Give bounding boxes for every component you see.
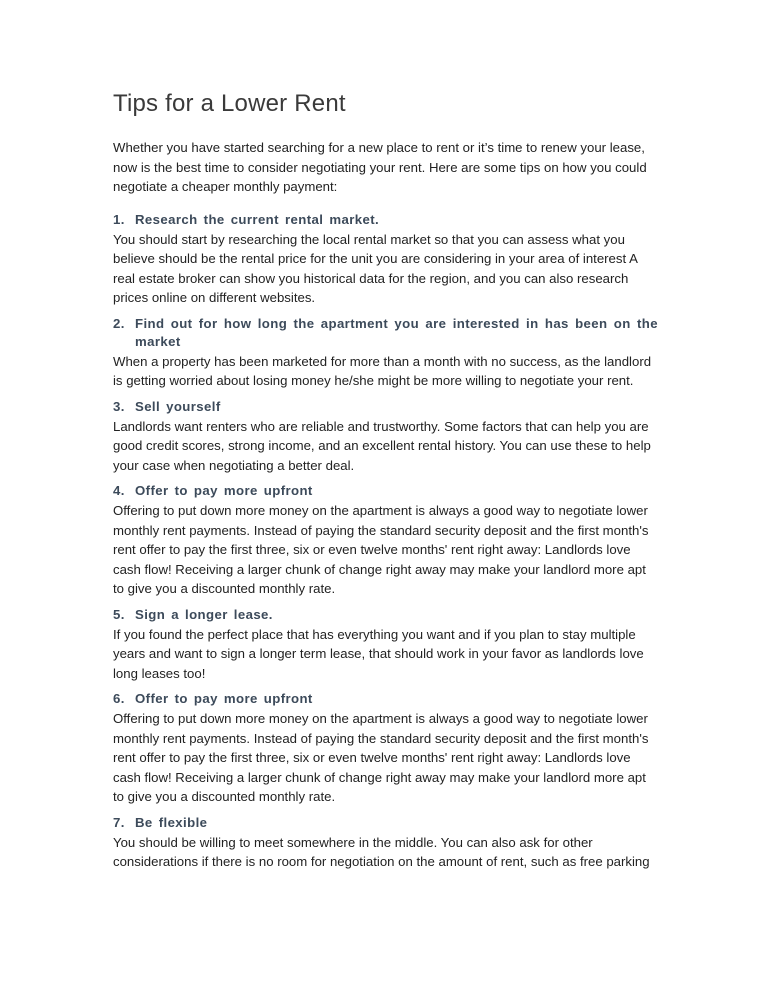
tip-item [113,211,658,308]
tip-item [113,690,658,807]
tip-number: 5. [113,606,125,622]
tip-number: 2. [113,315,125,331]
tip-heading-text: Sell yourself [135,398,221,414]
tip-heading [113,606,658,624]
tip-number: 7. [113,814,125,830]
tip-item [113,315,658,391]
tip-heading-text: Sign a longer lease. [135,606,273,622]
tip-body: Offering to put down more money on the apartment is always a good way to negotiate lower monthly rent payments. Instead of paying the standard security deposit and the first month's rent offer to pay the first three, six or even twelve months' rent right away: Landlords love cash flow! Receiving a larger chunk of change right away may make your landlord more apt to give you a discounted monthly rate. [113,711,649,804]
tip-heading [113,690,658,708]
tip-heading [113,482,658,500]
tip-body: When a property has been marketed for more than a month with no success, as the landlord is getting worried about losing money he/she might be more willing to negotiate your rent. [113,353,652,388]
tip-heading-text: Be flexible [135,814,208,830]
tip-body: You should be willing to meet somewhere in the middle. You can also ask for other considerations if there is no room for negotiation on the amount of rent, such as free parking [113,834,650,869]
tip-item [113,814,658,872]
tip-number: 4. [113,483,125,498]
tip-number: 1. [113,211,125,227]
tip-heading [113,814,658,832]
tip-heading-text: Find out for how long the apartment you are interested in has been on the market [135,315,658,349]
tip-body: If you found the perfect place that has everything you want and if you plan to stay multiple years and want to sign a longer term lease, that should work in your favor as landlords love long leases too! [113,626,644,681]
page-title: Tips for a Lower Rent [113,90,346,117]
tip-number: 3. [113,398,125,414]
tip-heading-text: Offer to pay more upfront [135,483,313,498]
tip-heading-text: Research the current rental market. [135,211,380,227]
tip-number: 6. [113,691,125,706]
tip-heading-text: Offer to pay more upfront [135,691,313,706]
tip-body: Landlords want renters who are reliable and trustworthy. Some factors that can help you are good credit scores, strong income, and an excellent rental history. You can use these to help your case when negotiating a better deal. [113,418,651,473]
tip-body: Offering to put down more money on the apartment is always a good way to negotiate lower monthly rent payments. Instead of paying the standard security deposit and the first month's rent offer to pay the first three, six or even twelve months' rent right away: Landlords love cash flow! Receiving a larger chunk of change right away may make your landlord more apt to give you a discounted monthly rate. [113,503,649,596]
tip-item [113,482,658,599]
tip-item [113,606,658,684]
document-page [113,88,658,879]
tip-heading [113,211,658,229]
tip-body: You should start by researching the local rental market so that you can assess what you believe should be the rental price for the unit you are considering in your area of interest A real estate broker can show you historical data for the region, and you can also research prices online on different websites. [113,231,638,305]
tip-item [113,398,658,476]
tip-heading [113,315,658,351]
intro-paragraph: Whether you have started searching for a new place to rent or it’s time to renew your lease, now is the best time to consider negotiating your rent. Here are some tips on how you could negotiate a cheaper monthly payment: [113,140,647,194]
tip-heading [113,398,658,416]
